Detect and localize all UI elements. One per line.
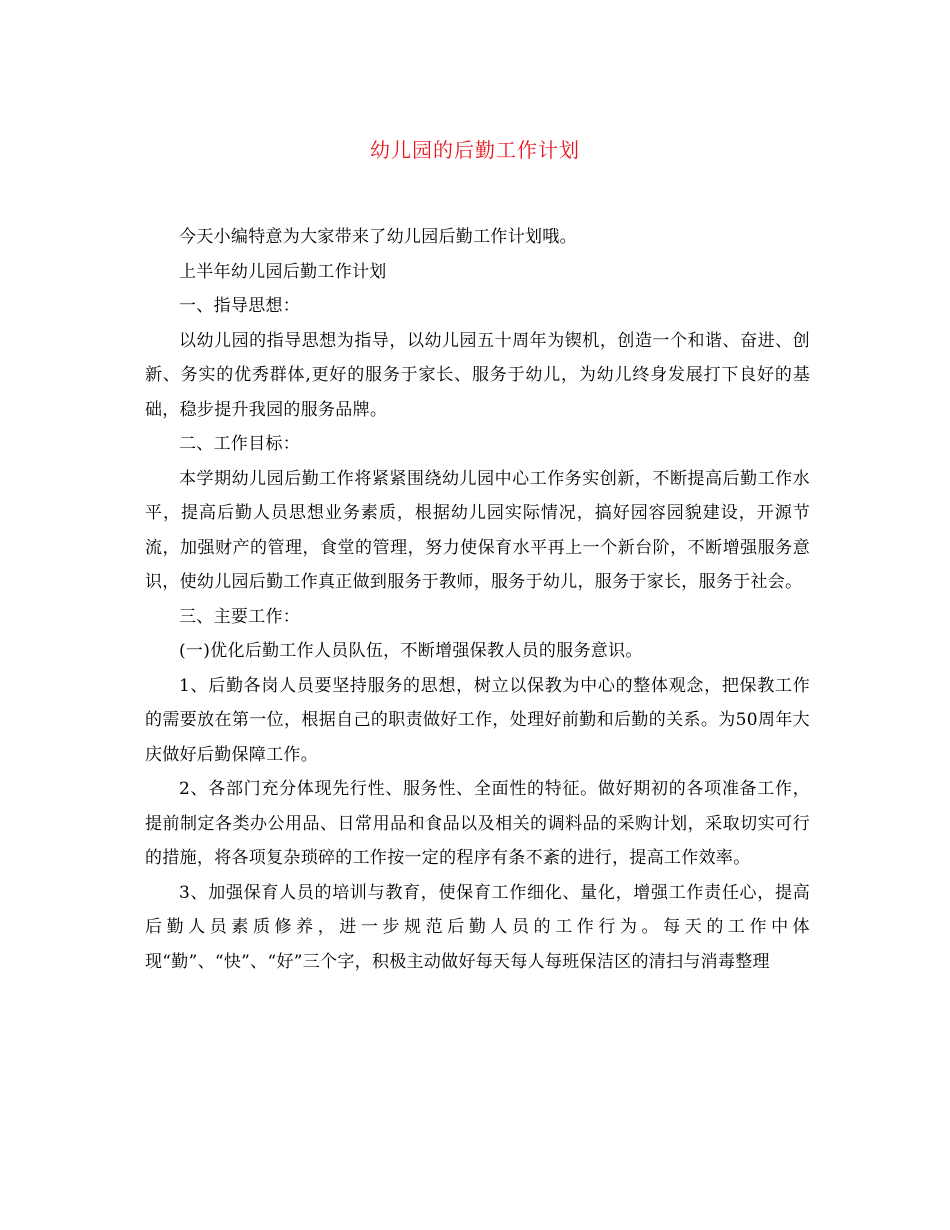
paragraph-intro: 今天小编特意为大家带来了幼儿园后勤工作计划哦。 <box>179 227 577 247</box>
paragraph-item-3: 3、加强保育人员的培训与教育，使保育工作细化、量化，增强工作责任心，提高后勤人员素质修养，进一步规范后勤人员的工作行为。每天的工作中体现“勤”、“快”、“好”三个字，积极主动做好每天每人每班保洁区的清扫与消毒整理 <box>145 882 810 972</box>
heading-main-work: 三、主要工作： <box>179 606 301 627</box>
heading-work-goals: 二、工作目标： <box>179 434 301 454</box>
paragraph-work-goals: 本学期幼儿园后勤工作将紧紧围绕幼儿园中心工作务实创新，不断提高后勤工作水平，提高后勤人员思想业务素质，根据幼儿园实际情况，搞好园容园貌建设，开源节流，加强财产的管理，食堂的管理，努力使保育水平再上一个新台阶，不断增强服务意识，使幼儿园后勤工作真正做到服务于教师，服务于幼儿，服务于家长，服务于社会。 <box>145 468 810 592</box>
paragraph-subtitle: 上半年幼儿园后勤工作计划 <box>179 261 387 282</box>
paragraph-guiding-ideology: 以幼儿园的指导思想为指导，以幼儿园五十周年为锲机，创造一个和谐、奋进、创新、务实的优秀群体,更好的服务于家长、服务于幼儿，为幼儿终身发展打下良好的基础，稳步提升我园的服务品牌。 <box>145 330 810 420</box>
document-body <box>145 220 810 979</box>
heading-optimize-team: (一)优化后勤工作人员队伍，不断增强保教人员的服务意识。 <box>179 641 643 661</box>
paragraph-item-2: 2、各部门充分体现先行性、服务性、全面性的特征。做好期初的各项准备工作，提前制定各类办公用品、日常用品和食品以及相关的调料品的采购计划，采取切实可行的措施，将各项复杂琐碎的工作按一定的程序有条不紊的进行，提高工作效率。 <box>145 779 810 868</box>
heading-guiding-ideology: 一、指导思想： <box>179 296 301 316</box>
document-title: 幼儿园的后勤工作计划 <box>370 138 580 162</box>
paragraph-item-1: 1、后勤各岗人员要坚持服务的思想，树立以保教为中心的整体观念，把保教工作的需要放在第一位，根据自己的职责做好工作，处理好前勤和后勤的关系。为50周年大庆做好后勤保障工作。 <box>145 675 810 765</box>
